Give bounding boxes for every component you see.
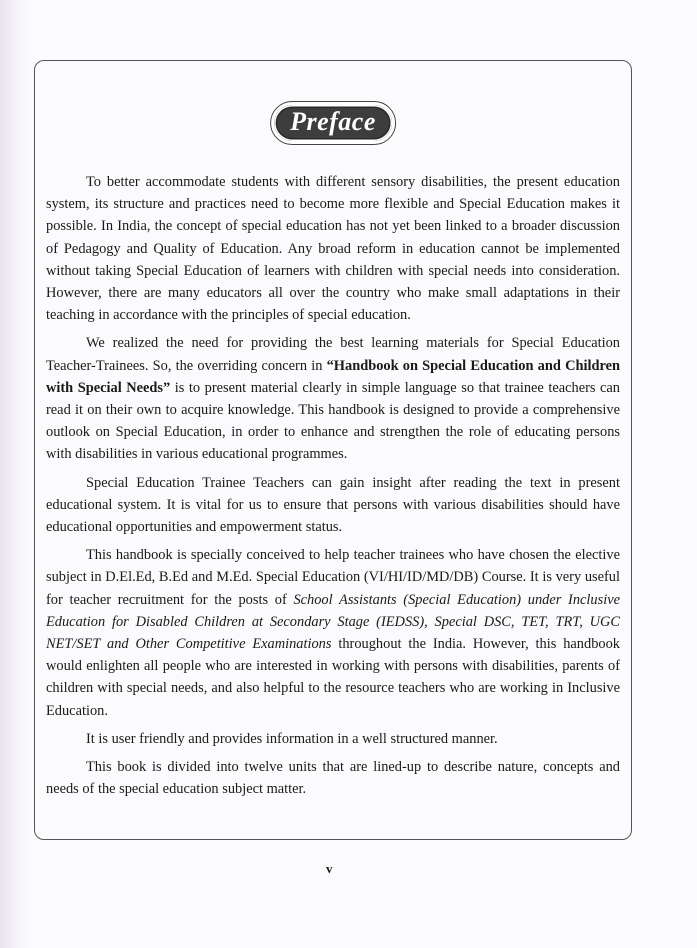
paragraph-4 <box>46 544 620 722</box>
page-edge-shadow <box>0 0 28 948</box>
preface-body <box>46 171 620 806</box>
exam-list: School Assistants (Special Education) under Inclusive Education for Disabled Children at Secondary Stage (IEDSS), Special DSC, TET, TRT, UGC NET/SET and Other Competitive Examinations <box>46 591 620 653</box>
paragraph-3: Special Education Trainee Teachers can gain insight after reading the text in present educational system. It is vital for us to ensure that persons with various disabilities should have educational opportunities and empowerment status. <box>46 474 620 536</box>
paragraph-2-text: We realized the need for providing the best learning materials for Special Education Teacher-Trainees. So, the overriding concern in <box>46 335 620 374</box>
paragraph-6: This book is divided into twelve units that are lined-up to describe nature, concepts and needs of the special education subject matter. <box>46 759 620 798</box>
preface-title-badge <box>270 101 396 145</box>
book-title: “Handbook on Special Education and Children with Special Needs” <box>46 357 620 396</box>
page-number: v <box>326 861 333 876</box>
preface-frame <box>34 60 632 840</box>
paragraph-4-text-end: throughout the India. However, this handbook would enlighten all people who are interested in working with persons with disabilities, parents of children with special needs, and also helpful to the resource teachers who are working in Inclusive Education. <box>46 636 620 719</box>
paragraph-5: It is user friendly and provides information in a well structured manner. <box>86 730 498 747</box>
page-title: Preface <box>274 105 392 141</box>
paragraph-2 <box>46 332 620 465</box>
paragraph-1: To better accommodate students with different sensory disabilities, the present education system, its structure and practices need to become more flexible and Special Education makes it possible. In India, the concept of special education has not yet been linked to a broader discussion of Pedagogy and Quality of Education. Any broad reform in education cannot be implemented without taking Special Education of learners with children with special needs into consideration. However, there are many educators all over the country who make small adaptations in their teaching in accordance with the principles of special education. <box>46 174 620 324</box>
paragraph-2-text-end: is to present material clearly in simple language so that trainee teachers can read it on their own to acquire knowledge. This handbook is designed to provide a comprehensive outlook on Special Education, in order to enhance and strengthen the role of educating persons with disabilities in various educational programmes. <box>46 379 620 463</box>
paragraph-4-text: This handbook is specially conceived to help teacher trainees who have chosen the elective subject in D.El.Ed, B.Ed and M.Ed. Special Education (VI/HI/ID/MD/DB) Course. It is very useful for teacher recruitment for the posts of <box>46 547 620 608</box>
